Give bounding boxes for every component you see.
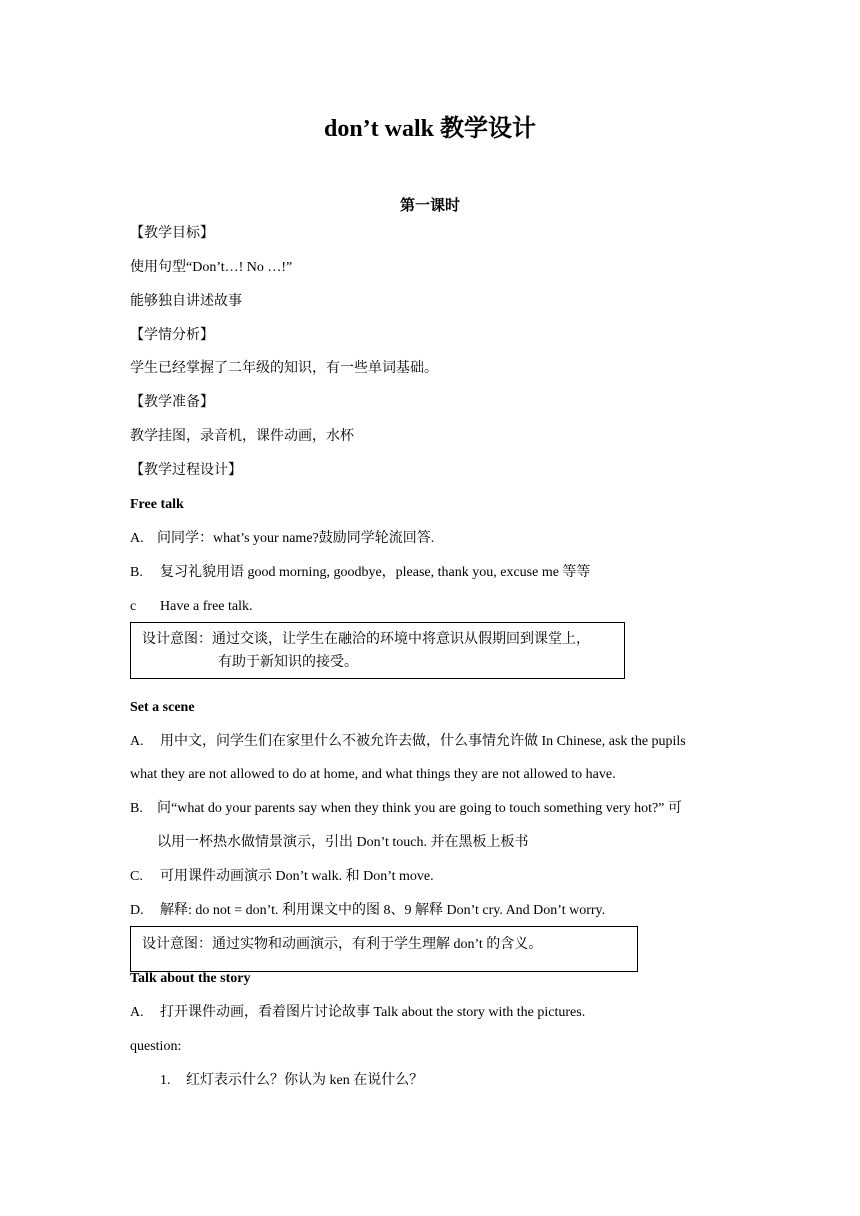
list-marker: A. [130,734,144,749]
design-intent-text: 设计意图：通过交谈，让学生在融洽的环境中将意识从假期回到课堂上， [142,632,590,647]
list-item-text: 打开课件动画，看着图片讨论故事 Talk about the story with the pictures. [160,1005,586,1020]
list-marker: 1. [160,1073,171,1088]
list-item-text: 红灯表示什么？你认为 ken 在说什么？ [186,1073,424,1088]
section-heading-goals: 【教学目标】 [130,226,214,241]
document-title: don’t walk 教学设计 [323,116,537,142]
list-marker: c [130,599,137,614]
list-item-text: 问同学：what’s your name?鼓励同学轮流回答. [157,531,435,546]
list-item-text: what they are not allowed to do at home, and what things they are not allowed to have. [130,767,616,782]
goal-line: 使用句型“Don’t…! No …!” [130,260,293,275]
preparation-line: 教学挂图，录音机，课件动画，水杯 [130,429,354,444]
list-item-text: 问“what do your parents say when they think you are going to touch something very hot?” 可 [157,801,682,816]
section-heading-process: 【教学过程设计】 [130,463,242,478]
set-scene-heading: Set a scene [130,700,195,715]
list-item-text: 复习礼貌用语 good morning, goodbye，please, thank you, excuse me 等等 [160,565,591,580]
design-intent-text: 设计意图：通过实物和动画演示，有利于学生理解 don’t 的含义。 [142,937,543,952]
question-label: question: [130,1039,182,1054]
free-talk-heading: Free talk [130,497,184,512]
list-marker: C. [130,869,143,884]
design-intent-text: 有助于新知识的接受。 [218,655,358,670]
list-marker: B. [130,801,143,816]
list-item-text: 以用一杯热水做情景演示，引出 Don’t touch. 并在黑板上板书 [157,835,529,850]
list-item-text: 解释: do not = don’t. 利用课文中的图 8、9 解释 Don’t cry. And Don’t worry. [160,903,606,918]
list-marker: D. [130,903,144,918]
list-marker: A. [130,1005,144,1020]
story-heading: Talk about the story [130,971,251,986]
list-marker: B. [130,565,143,580]
list-item-text: 可用课件动画演示 Don’t walk. 和 Don’t move. [160,869,434,884]
lesson-subtitle: 第一课时 [399,198,460,214]
goal-line: 能够独自讲述故事 [130,294,242,309]
analysis-line: 学生已经掌握了二年级的知识，有一些单词基础。 [130,361,438,376]
section-heading-analysis: 【学情分析】 [130,328,214,343]
section-heading-preparation: 【教学准备】 [130,395,214,410]
list-marker: A. [130,531,144,546]
list-item-text: 用中文，问学生们在家里什么不被允许去做，什么事情允许做 In Chinese, ask the pupils [160,734,686,749]
list-item-text: Have a free talk. [160,599,253,614]
